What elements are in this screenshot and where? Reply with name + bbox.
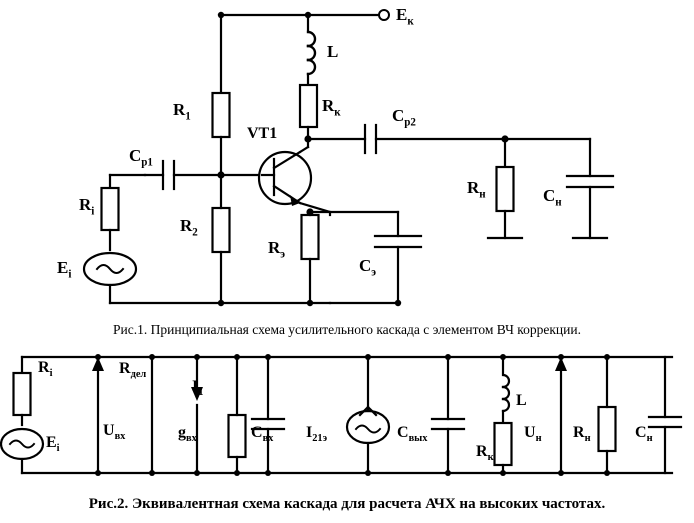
label-vt1: VT1 [247, 125, 278, 142]
label-rk-fig2: $R_к$ [476, 443, 494, 464]
label-cn-fig2: $C_н$ [635, 424, 653, 445]
label-rdel: $R_{дел}$ [119, 360, 147, 381]
label-gvh: $g_{вх}$ [178, 424, 197, 445]
label-ri-fig2: $R_i$ [38, 359, 53, 380]
figure-2-schematic [0, 345, 694, 495]
figure-1-caption: Рис.1. Принципиальная схема усилительного каскада с элементом ВЧ коррекции. [113, 322, 581, 337]
label-un: $U_н$ [524, 424, 542, 445]
label-rn-fig1: $R_н$ [467, 178, 486, 201]
label-ei-fig1: $E_i$ [57, 258, 72, 281]
label-rk: $R_к$ [322, 96, 341, 119]
label-cvyh: $C_{вых}$ [397, 424, 428, 445]
label-rn-fig2: $R_н$ [573, 424, 591, 445]
label-cp1: $C_{р1}$ [129, 146, 153, 169]
label-l: L [327, 42, 339, 61]
figure-2-caption: Рис.2. Эквивалентная схема каскада для расчета АЧХ на высоких частотах. [88, 496, 606, 512]
label-cp2: $C_{р2}$ [392, 106, 416, 129]
label-ek: $E_к$ [396, 5, 414, 28]
label-cz: $C_э$ [359, 256, 377, 279]
label-current-source: $I_{21э}$ [306, 424, 328, 445]
label-l-fig2: L [516, 392, 527, 409]
label-r2: $R_2$ [180, 216, 198, 239]
label-cvh: $C_{вх}$ [251, 424, 274, 445]
label-ri-fig1: $R_i$ [79, 195, 95, 218]
label-i1: $I_1$ [192, 378, 204, 399]
label-ei-fig2: $E_i$ [46, 434, 60, 455]
label-uvh: $U_{вх}$ [103, 422, 126, 443]
label-r1: $R_1$ [173, 100, 191, 123]
label-cn-fig1: $C_н$ [543, 186, 562, 209]
label-rz: $R_э$ [268, 238, 286, 261]
